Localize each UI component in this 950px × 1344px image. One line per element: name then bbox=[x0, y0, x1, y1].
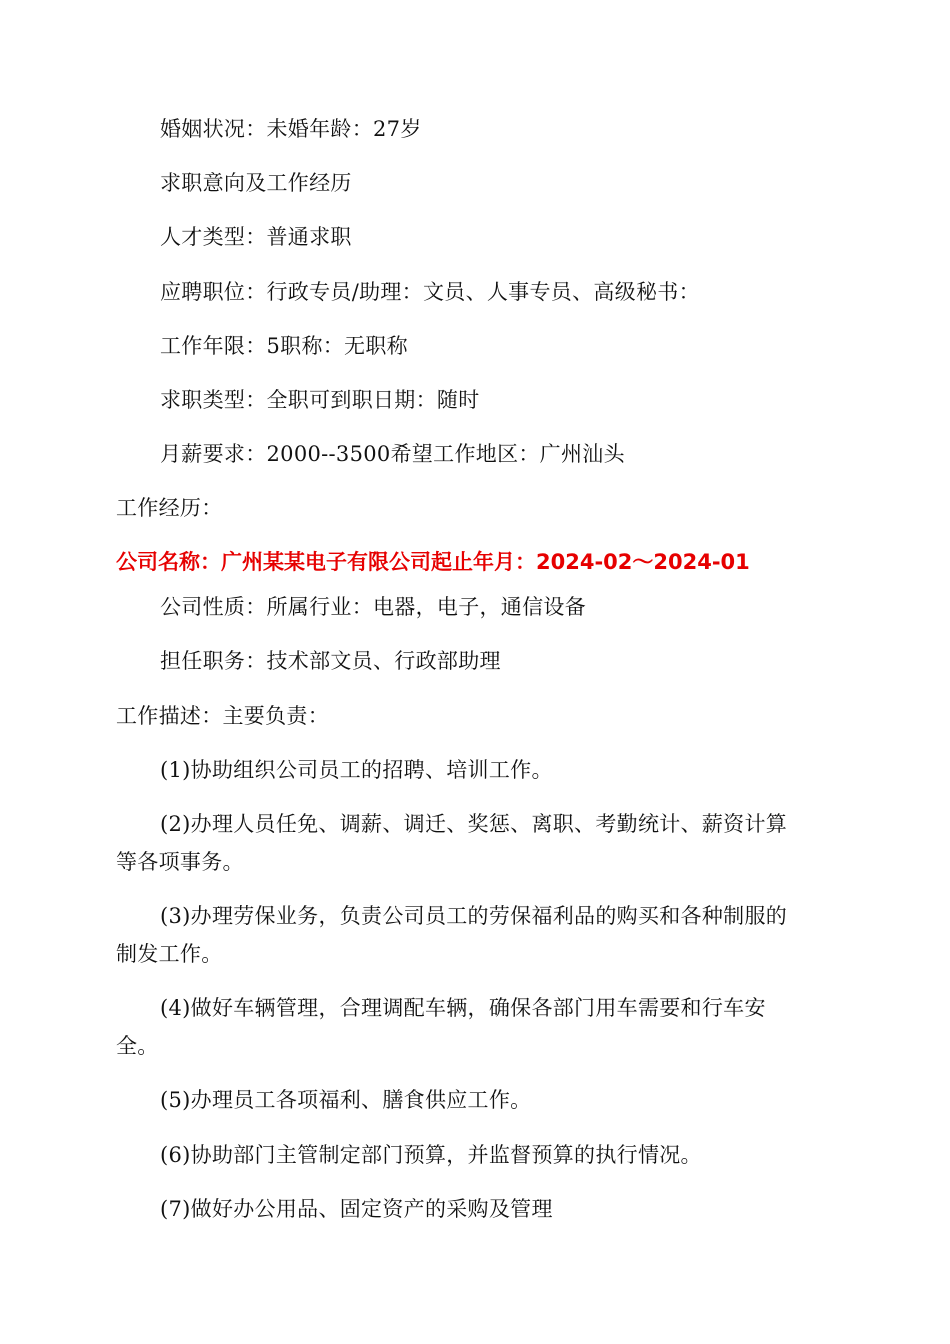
duty-item-5: (5)办理员工各项福利、膳食供应工作。 bbox=[160, 1088, 532, 1112]
duty-item-4-cont: 全。 bbox=[116, 1034, 159, 1058]
duties-heading: 工作描述：主要负责： bbox=[116, 704, 329, 728]
company-nature-line: 公司性质：所属行业：电器，电子，通信设备 bbox=[160, 595, 586, 619]
duty-item-7: (7)做好办公用品、固定资产的采购及管理 bbox=[160, 1197, 553, 1221]
work-history-heading: 工作经历： bbox=[116, 496, 223, 520]
salary-location-line: 月薪要求：2000--3500希望工作地区：广州汕头 bbox=[160, 442, 625, 466]
duty-item-2: (2)办理人员任免、调薪、调迁、奖惩、离职、考勤统计、薪资计算 bbox=[160, 812, 788, 836]
duty-item-3: (3)办理劳保业务，负责公司员工的劳保福利品的购买和各种制服的 bbox=[160, 904, 788, 928]
position-line: 应聘职位：行政专员/助理：文员、人事专员、高级秘书： bbox=[160, 280, 700, 304]
duty-item-6: (6)协助部门主管制定部门预算，并监督预算的执行情况。 bbox=[160, 1143, 702, 1167]
duty-item-1: (1)协助组织公司员工的招聘、培训工作。 bbox=[160, 758, 553, 782]
duty-item-3-cont: 制发工作。 bbox=[116, 942, 223, 966]
years-title-line: 工作年限：5职称：无职称 bbox=[160, 334, 408, 358]
marital-age-line: 婚姻状况：未婚年龄：27岁 bbox=[160, 117, 422, 141]
duty-item-2-cont: 等各项事务。 bbox=[116, 850, 244, 874]
role-line: 担任职务：技术部文员、行政部助理 bbox=[160, 649, 501, 673]
job-intent-heading: 求职意向及工作经历 bbox=[160, 171, 352, 195]
job-type-line: 求职类型：全职可到职日期：随时 bbox=[160, 388, 480, 412]
company-name-heading: 公司名称：广州某某电子有限公司起止年月：2024-02～2024-01 bbox=[116, 550, 750, 574]
talent-type-line: 人才类型：普通求职 bbox=[160, 225, 352, 249]
duty-item-4: (4)做好车辆管理，合理调配车辆，确保各部门用车需要和行车安 bbox=[160, 996, 766, 1020]
